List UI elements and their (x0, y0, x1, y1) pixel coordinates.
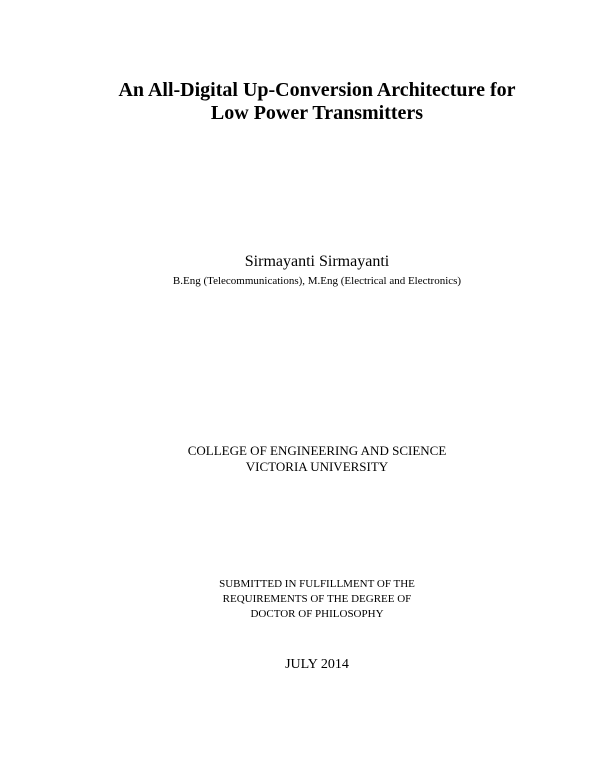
author-name: Sirmayanti Sirmayanti (244, 253, 390, 270)
author-degrees: B.Eng (Telecommunications), M.Eng (Electrical and Electronics) (172, 275, 462, 287)
college-name: COLLEGE OF ENGINEERING AND SCIENCE (187, 443, 447, 458)
thesis-title-line-2: Low Power Transmitters (210, 102, 424, 124)
submission-date: JULY 2014 (285, 657, 349, 672)
submission-statement-line-1: SUBMITTED IN FULFILLMENT OF THE (219, 578, 415, 590)
submission-statement-line-2: REQUIREMENTS OF THE DEGREE OF (222, 593, 412, 605)
submission-statement-line-3: DOCTOR OF PHILOSOPHY (250, 608, 384, 620)
thesis-title-line-1: An All-Digital Up-Conversion Architecture for (118, 79, 516, 101)
university-name: VICTORIA UNIVERSITY (245, 459, 389, 474)
